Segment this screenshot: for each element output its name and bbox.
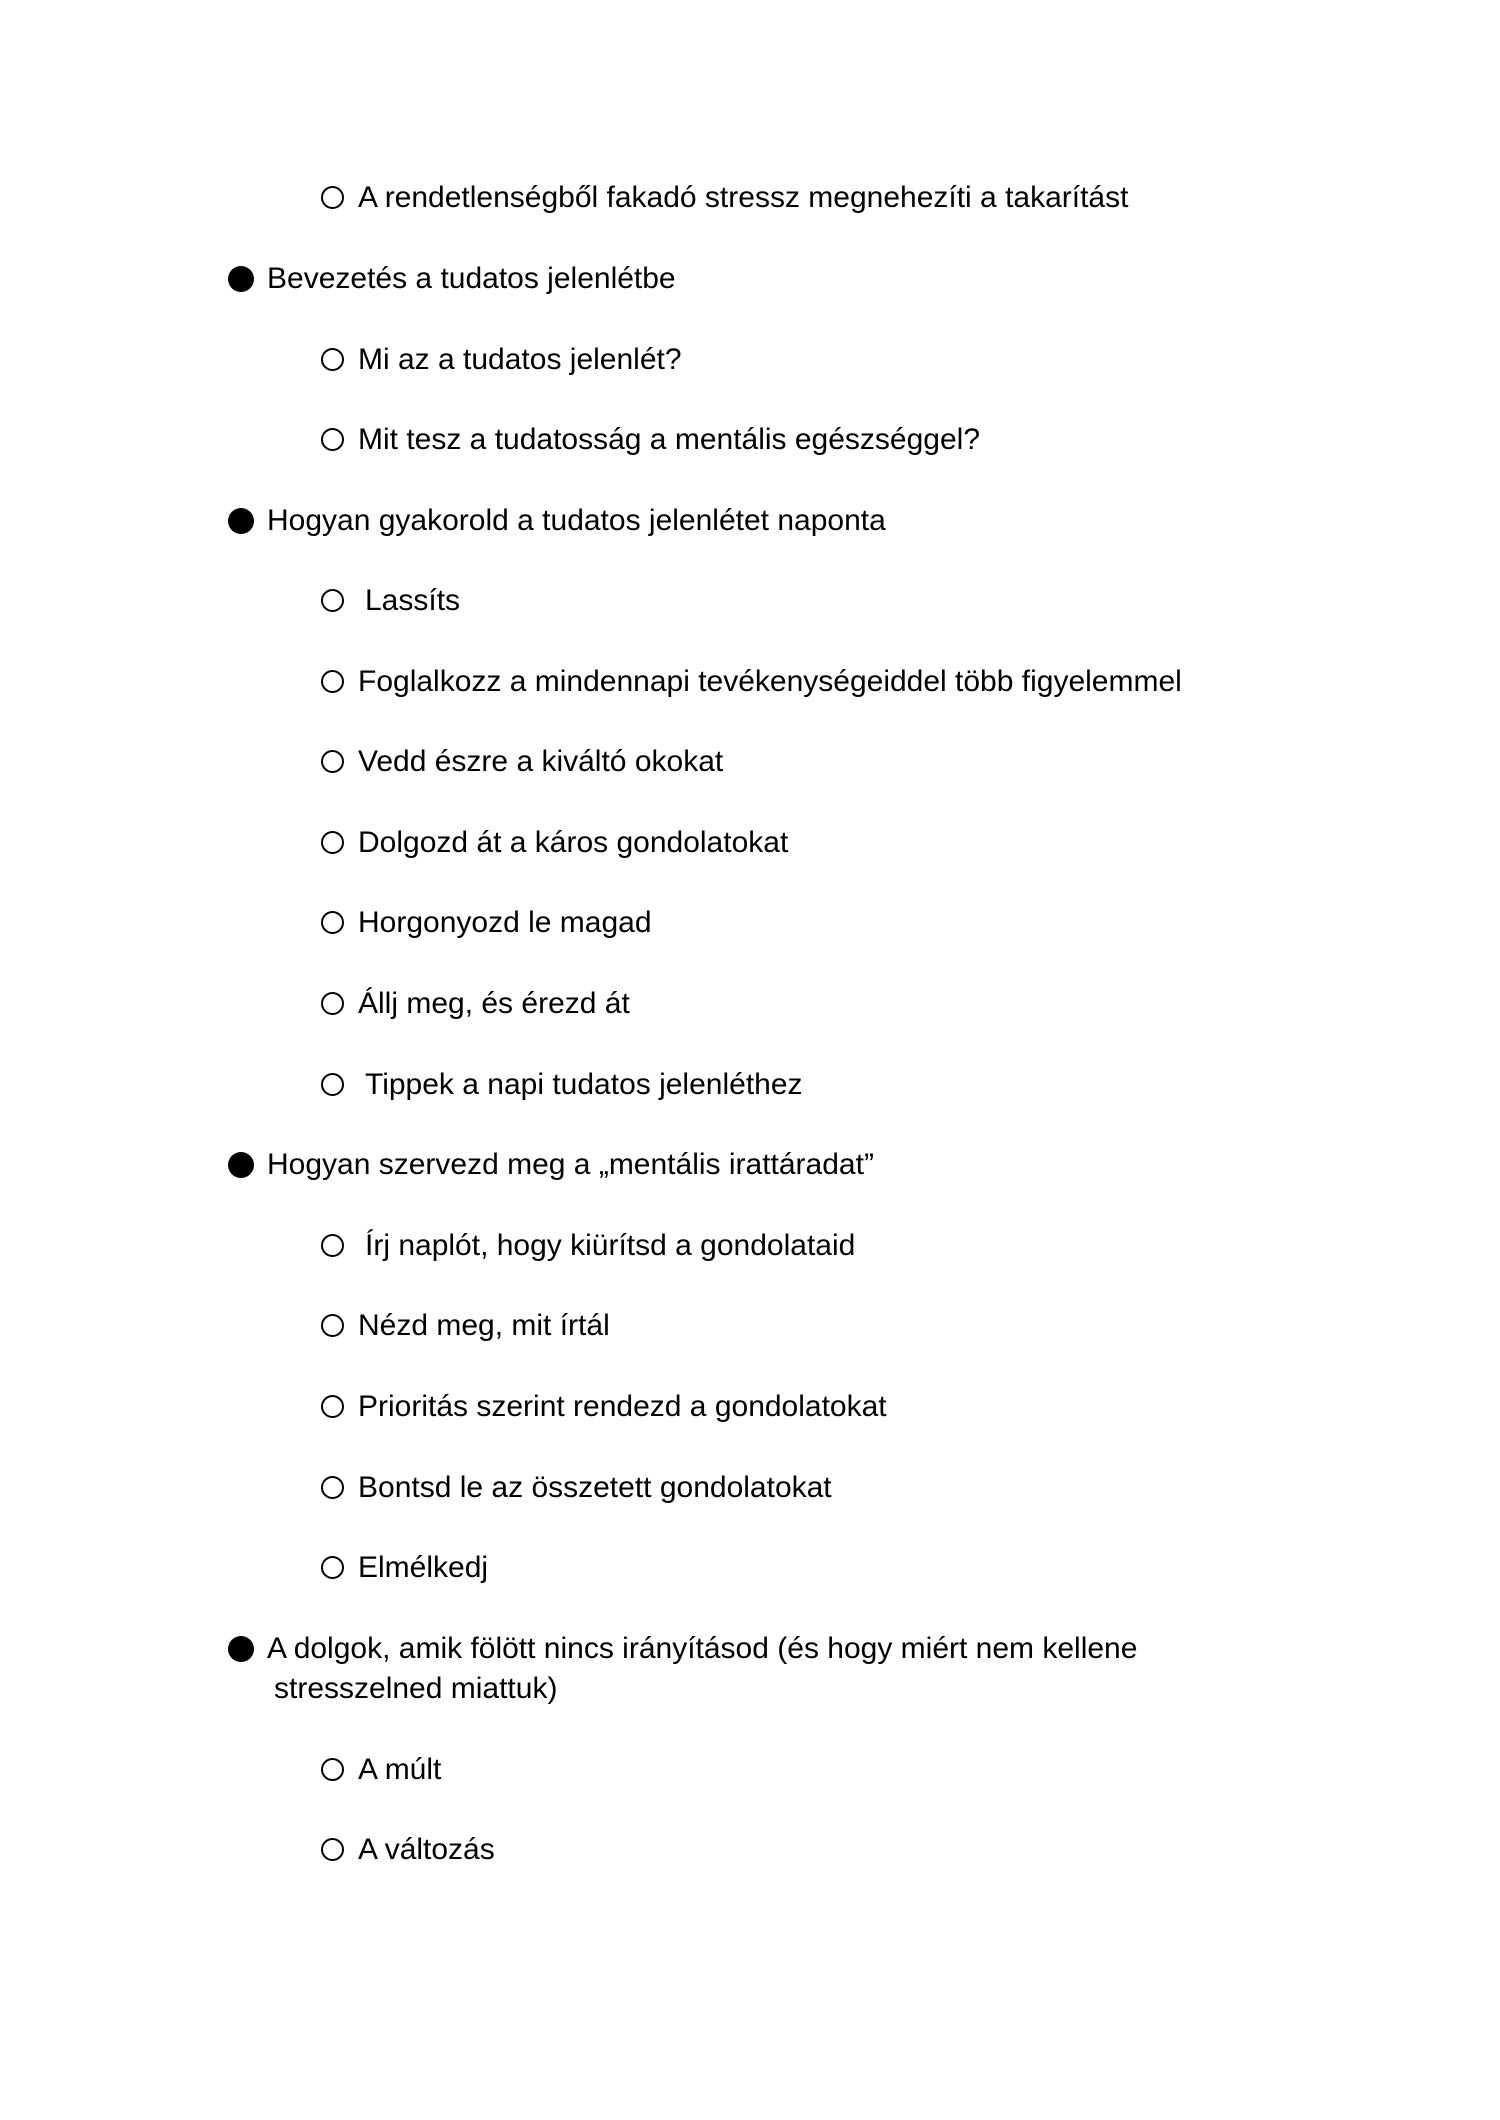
- hollow-bullet-icon: [321, 992, 344, 1015]
- list-item-text: Hogyan szervezd meg a „mentális irattáradat”: [267, 1148, 874, 1181]
- hollow-bullet-icon: [321, 186, 344, 209]
- list-item-text: Elmélkedj: [358, 1551, 489, 1584]
- list-item-text: Mit tesz a tudatosság a mentális egészséggel?: [358, 423, 981, 456]
- list-item-text: Hogyan gyakorold a tudatos jelenlétet naponta: [267, 504, 886, 537]
- list-item-text: Vedd észre a kiváltó okokat: [358, 745, 724, 778]
- list-item-text: Mi az a tudatos jelenlét?: [358, 343, 682, 376]
- list-item-text: Horgonyozd le magad: [358, 906, 652, 939]
- hollow-bullet-icon: [321, 1314, 344, 1337]
- hollow-bullet-icon: [321, 589, 344, 612]
- hollow-bullet-icon: [321, 831, 344, 854]
- list-item-text: Prioritás szerint rendezd a gondolatokat: [358, 1390, 887, 1423]
- list-item-text: A múlt: [358, 1753, 442, 1786]
- list-item-text: Lassíts: [365, 584, 461, 617]
- list-item-text: Írj naplót, hogy kiürítsd a gondolataid: [365, 1229, 856, 1262]
- list-item-text: Állj meg, és érezd át: [358, 987, 630, 1020]
- hollow-bullet-icon: [321, 1234, 344, 1257]
- list-item-text: Nézd meg, mit írtál: [358, 1309, 610, 1342]
- hollow-bullet-icon: [321, 1476, 344, 1499]
- list-item-text: Bontsd le az összetett gondolatokat: [358, 1471, 832, 1504]
- list-item-text: Dolgozd át a káros gondolatokat: [358, 826, 789, 859]
- hollow-bullet-icon: [321, 348, 344, 371]
- hollow-bullet-icon: [321, 1073, 344, 1096]
- hollow-bullet-icon: [321, 670, 344, 693]
- hollow-bullet-icon: [321, 750, 344, 773]
- hollow-bullet-icon: [321, 1838, 344, 1861]
- hollow-bullet-icon: [321, 428, 344, 451]
- list-item-text-continuation: stresszelned miattuk): [274, 1672, 558, 1705]
- list-item-text: Tippek a napi tudatos jelenléthez: [365, 1068, 803, 1101]
- filled-bullet-icon: [228, 508, 254, 534]
- hollow-bullet-icon: [321, 1758, 344, 1781]
- list-item-text: A változás: [358, 1833, 495, 1866]
- hollow-bullet-icon: [321, 1556, 344, 1579]
- list-item-text: A dolgok, amik fölött nincs irányításod (és hogy miért nem kellene: [267, 1632, 1138, 1665]
- hollow-bullet-icon: [321, 1395, 344, 1418]
- list-item-text: Foglalkozz a mindennapi tevékenységeiddel több figyelemmel: [358, 665, 1182, 698]
- filled-bullet-icon: [228, 1636, 254, 1662]
- filled-bullet-icon: [228, 266, 254, 292]
- filled-bullet-icon: [228, 1152, 254, 1178]
- list-item-text: Bevezetés a tudatos jelenlétbe: [267, 262, 676, 295]
- list-item-text: A rendetlenségből fakadó stressz megnehezíti a takarítást: [358, 181, 1129, 214]
- hollow-bullet-icon: [321, 911, 344, 934]
